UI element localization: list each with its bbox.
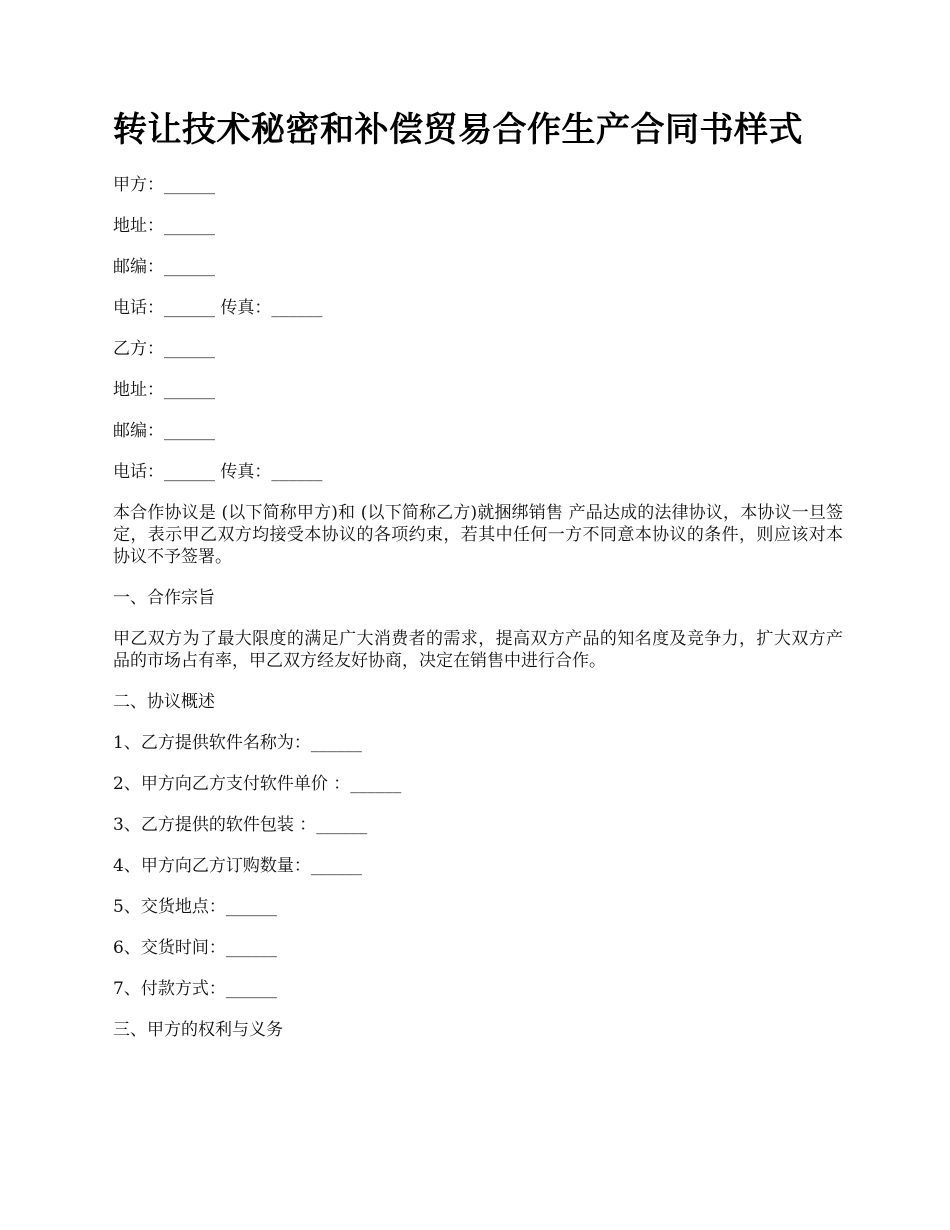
section-1-body: 甲乙双方为了最大限度的满足广大消费者的需求，提高双方产品的知名度及竞争力，扩大双方产品的市场占有率，甲乙双方经友好协商，决定在销售中进行合作。 [113, 629, 843, 671]
list-item: 6、交货时间：______ [113, 938, 277, 958]
list-item: 4、甲方向乙方订购数量：______ [113, 856, 362, 876]
section-3-heading: 三、甲方的权利与义务 [113, 1020, 283, 1040]
section-2-heading: 二、协议概述 [113, 692, 215, 712]
party-b-phone-fax: 电话：______ 传真：______ [113, 462, 323, 482]
contract-page [113, 108, 843, 1060]
party-b-address: 地址：______ [113, 380, 215, 400]
list-item: 3、乙方提供的软件包装 ：______ [113, 815, 368, 835]
list-item: 2、甲方向乙方支付软件单价 ：______ [113, 774, 402, 794]
party-b-name: 乙方：______ [113, 339, 215, 359]
intro-paragraph: 本合作协议是 (以下简称甲方)和 (以下简称乙方)就捆绑销售 产品达成的法律协议，本协议一旦签定，表示甲乙双方均接受本协议的各项约束，若其中任何一方不同意本协议的条件，则应该对本协议不予签署。 [113, 503, 843, 567]
document-title: 转让技术秘密和补偿贸易合作生产合同书样式 [113, 110, 803, 150]
section-1-heading: 一、合作宗旨 [113, 588, 215, 608]
party-a-phone-fax: 电话：______ 传真：______ [113, 298, 323, 318]
list-item: 5、交货地点：______ [113, 897, 277, 917]
party-a-name: 甲方：______ [113, 175, 215, 195]
list-item: 7、付款方式：______ [113, 979, 277, 999]
party-a-address: 地址：______ [113, 216, 215, 236]
list-item: 1、乙方提供软件名称为：______ [113, 733, 362, 753]
party-a-postcode: 邮编：______ [113, 257, 215, 277]
party-b-postcode: 邮编：______ [113, 421, 215, 441]
